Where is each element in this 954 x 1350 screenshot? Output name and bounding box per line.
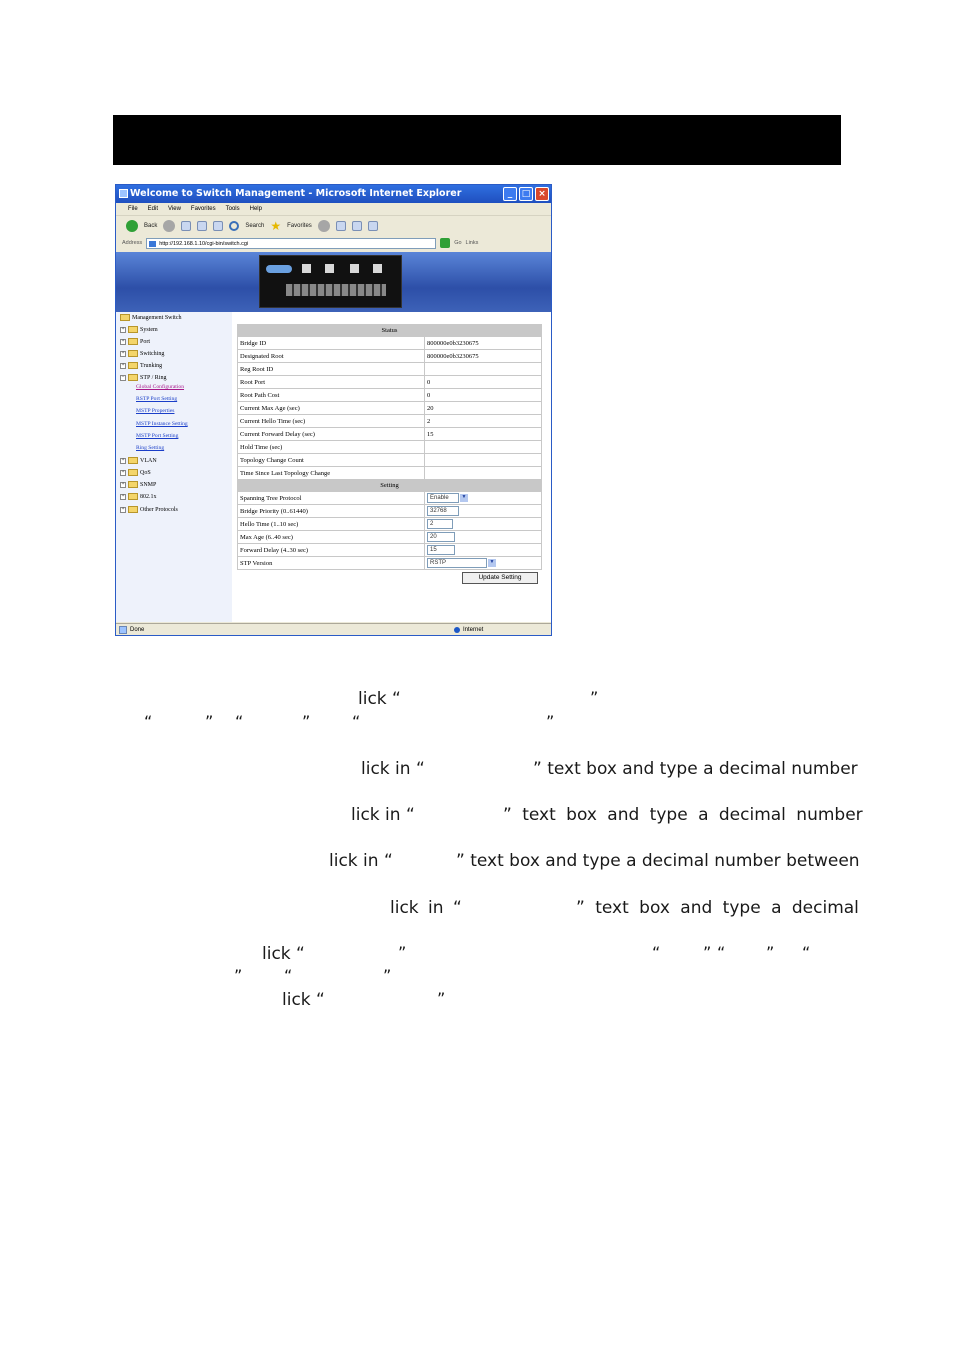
step-line-6: lick in “: [390, 898, 462, 918]
folder-icon: [128, 481, 138, 488]
step-line-7: lick “: [262, 944, 305, 964]
window-title: Welcome to Switch Management - Microsoft Internet Explorer: [130, 188, 462, 199]
step-line-5: lick in “: [329, 851, 393, 871]
table-row: [238, 376, 542, 389]
folder-icon: [128, 350, 138, 357]
row-value: 800000e0b3230675: [425, 337, 542, 350]
nav-tree: [116, 312, 232, 622]
search-label[interactable]: Search: [245, 223, 265, 229]
quote-open: “: [352, 712, 361, 731]
menu-file[interactable]: File: [128, 206, 138, 212]
favorites-icon[interactable]: ★: [270, 219, 282, 233]
update-setting-button[interactable]: Update Setting: [462, 572, 538, 584]
row-value: [425, 363, 542, 376]
expand-icon[interactable]: +: [121, 469, 125, 475]
nav-vlan[interactable]: + VLAN: [121, 457, 157, 464]
status-header: Status: [238, 325, 542, 337]
favorites-label[interactable]: Favorites: [287, 223, 312, 229]
quote-open: “: [235, 712, 244, 731]
step-line-3-rest: ” text box and type a decimal number: [533, 759, 858, 779]
maximize-icon[interactable]: □: [519, 187, 533, 201]
row-label: Current Forward Delay (sec): [238, 428, 425, 441]
status-zone: Internet: [463, 627, 484, 633]
address-bar: [116, 236, 551, 250]
page-icon: [119, 626, 127, 634]
quote-close: ”: [383, 966, 392, 985]
step-line-5-rest: ” text box and type a decimal number between: [456, 851, 860, 871]
expand-icon[interactable]: +: [121, 457, 125, 463]
spanning-tree-select[interactable]: Enable: [427, 493, 459, 503]
row-label: Root Path Cost: [238, 389, 425, 402]
table-row: [238, 415, 542, 428]
row-value: 2: [425, 415, 542, 428]
step-line-9: lick “: [282, 990, 325, 1010]
sfp-port-icon: [373, 264, 382, 273]
chevron-down-icon[interactable]: ▼: [489, 560, 495, 565]
quote-open: “: [284, 966, 293, 985]
row-label: Topology Change Count: [238, 454, 425, 467]
collapse-icon[interactable]: −: [121, 374, 125, 380]
folder-icon: [128, 506, 138, 513]
quote-close: ”: [234, 966, 243, 985]
step-line-1: lick “: [358, 689, 401, 709]
folder-icon: [128, 457, 138, 464]
row-value: 20: [425, 402, 542, 415]
toolbar: [116, 215, 551, 236]
heading-bar: [113, 115, 841, 165]
quote-open: “: [717, 943, 726, 962]
setting-header: Setting: [238, 480, 542, 492]
row-value: [425, 454, 542, 467]
row-label: Spanning Tree Protocol: [238, 492, 425, 505]
web-page: [116, 252, 551, 622]
folder-open-icon: [128, 374, 138, 381]
nav-stp-ring[interactable]: − STP / Ring: [121, 374, 167, 381]
quote-open: “: [652, 943, 661, 962]
step-line-4: lick in “: [351, 805, 415, 825]
nav-port[interactable]: + Port: [121, 338, 151, 345]
step-line-4-rest: ” text box and type a decimal number: [503, 805, 863, 825]
forward-icon[interactable]: [163, 220, 175, 232]
nav-link-ring-setting[interactable]: Ring Setting: [136, 445, 165, 451]
address-input[interactable]: http://192.168.1.10/cgi-bin/switch.cgi: [146, 238, 436, 249]
menu-bar: [116, 203, 551, 215]
bridge-priority-input[interactable]: 32768: [427, 506, 459, 516]
expand-icon[interactable]: +: [121, 326, 125, 332]
step-line-6-rest: ” text box and type a decimal: [576, 898, 859, 918]
globe-icon: [454, 627, 460, 633]
chevron-down-icon[interactable]: ▼: [461, 495, 467, 500]
status-header-row: [238, 325, 542, 337]
expand-icon[interactable]: +: [121, 506, 125, 512]
stp-config-panel: [237, 324, 542, 584]
print-icon[interactable]: [368, 221, 378, 231]
nav-snmp[interactable]: + SNMP: [121, 481, 157, 488]
ethernet-ports: [286, 284, 386, 296]
home-icon[interactable]: [213, 221, 223, 231]
back-label[interactable]: Back: [144, 223, 158, 229]
hello-time-input[interactable]: 2: [427, 519, 453, 529]
nav-link-mstp-properties[interactable]: MSTP Properties: [136, 408, 175, 414]
menu-edit[interactable]: Edit: [147, 206, 159, 212]
menu-favorites[interactable]: Favorites: [190, 206, 216, 212]
expand-icon[interactable]: +: [121, 350, 125, 356]
table-row: [238, 505, 542, 518]
sfp-port-icon: [302, 264, 311, 273]
mail-icon[interactable]: [352, 221, 362, 231]
address-label: Address: [122, 240, 143, 246]
table-row: [238, 467, 542, 480]
nav-link-mstp-instance-setting[interactable]: MSTP Instance Setting: [136, 421, 188, 427]
stp-version-select[interactable]: RSTP: [427, 558, 487, 568]
menu-view[interactable]: View: [168, 206, 181, 212]
nav-system[interactable]: + System: [121, 326, 158, 333]
back-icon[interactable]: [126, 220, 138, 232]
folder-icon: [128, 338, 138, 345]
nav-qos[interactable]: + QoS: [121, 469, 151, 476]
quote-close: ”: [302, 712, 311, 731]
table-row: [238, 557, 542, 570]
quote-close: ”: [590, 688, 599, 707]
nav-root[interactable]: Management Switch: [120, 312, 182, 323]
folder-icon: [128, 326, 138, 333]
nav-link-rstp-port-setting[interactable]: RSTP Port Setting: [136, 396, 178, 402]
folder-icon: [128, 493, 138, 500]
nav-other-protocols[interactable]: + Other Protocols: [121, 506, 178, 513]
quote-close: ”: [205, 712, 214, 731]
quote-close: ”: [437, 989, 446, 1008]
table-row: [238, 531, 542, 544]
table-row: [238, 337, 542, 350]
row-label: Designated Root: [238, 350, 425, 363]
row-value: 0: [425, 376, 542, 389]
folder-icon: [120, 314, 130, 321]
stop-icon[interactable]: [181, 221, 191, 231]
table-row: [238, 428, 542, 441]
table-row: [238, 518, 542, 531]
row-label: Root Port: [238, 376, 425, 389]
row-label: STP Version: [238, 557, 425, 570]
table-row: [238, 544, 542, 557]
expand-icon[interactable]: +: [121, 338, 125, 344]
go-icon[interactable]: [440, 238, 450, 248]
row-label: Current Hello Time (sec): [238, 415, 425, 428]
minimize-icon[interactable]: _: [503, 187, 517, 201]
nav-8021x[interactable]: + 802.1x: [121, 493, 157, 500]
browser-screenshot: [115, 184, 552, 636]
nav-switching[interactable]: + Switching: [121, 350, 165, 357]
window-titlebar: [116, 185, 551, 203]
folder-icon: [128, 362, 138, 369]
sfp-port-icon: [350, 264, 359, 273]
menu-help[interactable]: Help: [249, 206, 262, 212]
folder-icon: [128, 469, 138, 476]
history-icon[interactable]: [336, 221, 346, 231]
quote-close: ”: [546, 712, 555, 731]
page-banner: [116, 252, 551, 312]
row-label: Bridge ID: [238, 337, 425, 350]
status-done: Done: [130, 627, 145, 633]
row-value: [425, 467, 542, 480]
max-age-input[interactable]: 20: [427, 532, 455, 542]
stp-table: [237, 324, 542, 570]
row-label: Bridge Priority (0..61440): [238, 505, 425, 518]
quote-close: ”: [398, 943, 407, 962]
browser-statusbar: [116, 623, 551, 635]
nav-link-mstp-port-setting[interactable]: MSTP Port Setting: [136, 433, 179, 439]
row-label: Current Max Age (sec): [238, 402, 425, 415]
table-row: [238, 402, 542, 415]
row-label: Reg Root ID: [238, 363, 425, 376]
row-label: Max Age (6..40 sec): [238, 531, 425, 544]
row-label: Forward Delay (4..30 sec): [238, 544, 425, 557]
console-port-icon: [266, 265, 292, 273]
search-icon[interactable]: [229, 221, 239, 231]
nav-link-global-configuration[interactable]: Global Configuration: [136, 384, 185, 390]
nav-trunking[interactable]: + Trunking: [121, 362, 163, 369]
expand-icon[interactable]: +: [121, 493, 125, 499]
table-row: [238, 363, 542, 376]
table-row: [238, 389, 542, 402]
row-label: Hello Time (1..10 sec): [238, 518, 425, 531]
switch-image: [259, 255, 402, 308]
quote-close: ”: [703, 943, 712, 962]
quote-open: “: [802, 943, 811, 962]
expand-icon[interactable]: +: [121, 362, 125, 368]
links-label[interactable]: Links: [465, 240, 479, 246]
forward-delay-input[interactable]: 15: [427, 545, 455, 555]
media-icon[interactable]: [318, 220, 330, 232]
refresh-icon[interactable]: [197, 221, 207, 231]
quote-open: “: [144, 712, 153, 731]
table-row: [238, 492, 542, 505]
row-value: 800000e0b3230675: [425, 350, 542, 363]
close-icon[interactable]: ×: [535, 187, 549, 201]
row-value: 0: [425, 389, 542, 402]
expand-icon[interactable]: +: [121, 481, 125, 487]
table-row: [238, 454, 542, 467]
table-row: [238, 441, 542, 454]
row-label: Hold Time (sec): [238, 441, 425, 454]
row-label: Time Since Last Topology Change: [238, 467, 425, 480]
step-line-3: lick in “: [361, 759, 425, 779]
row-value: [425, 441, 542, 454]
sfp-port-icon: [325, 264, 334, 273]
ie-icon: [119, 189, 128, 198]
quote-close: ”: [766, 943, 775, 962]
table-row: [238, 350, 542, 363]
menu-tools[interactable]: Tools: [225, 206, 240, 212]
row-value: 15: [425, 428, 542, 441]
setting-header-row: [238, 480, 542, 492]
go-label[interactable]: Go: [454, 240, 462, 246]
